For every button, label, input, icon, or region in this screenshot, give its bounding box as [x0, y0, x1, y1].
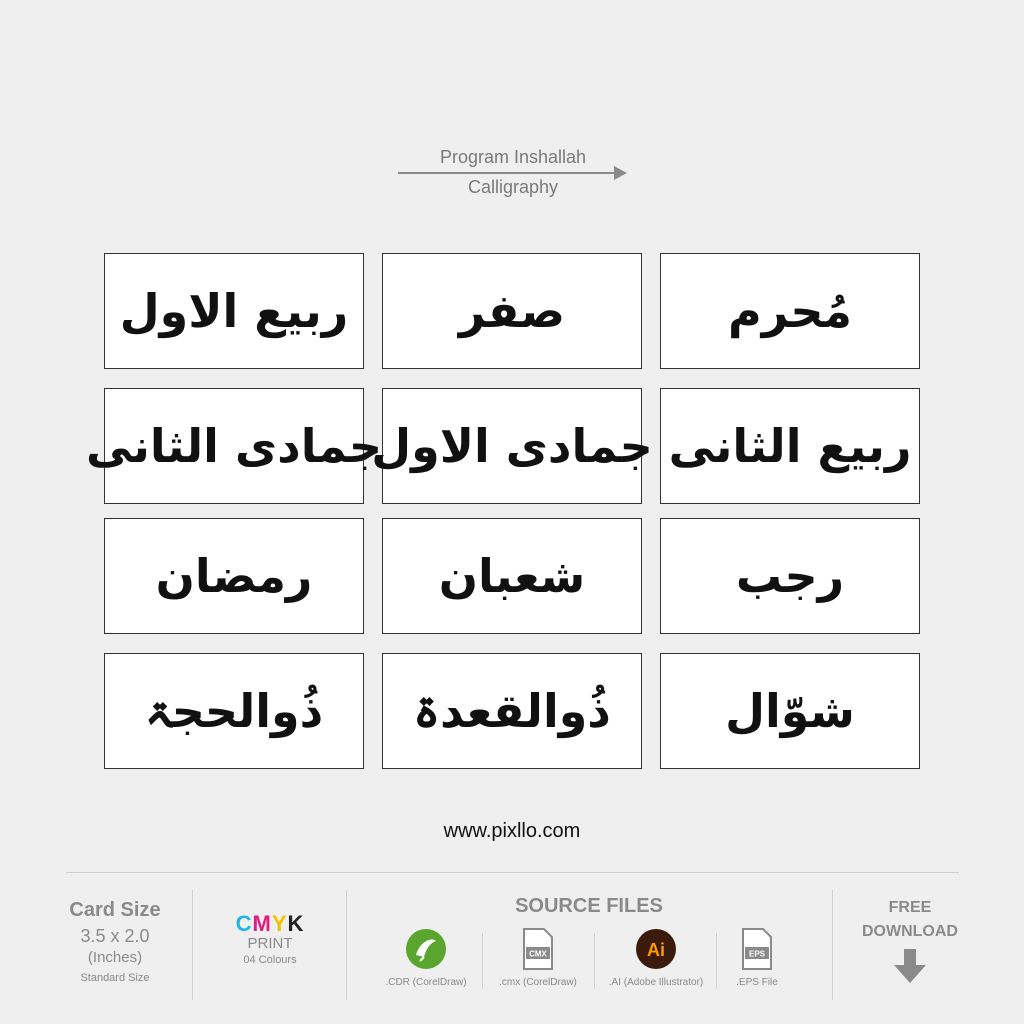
- illustrator-icon: [634, 927, 678, 971]
- card-size-info: [50, 899, 180, 984]
- file-cmx-label: .cmx (CorelDraw): [499, 977, 577, 988]
- download-arrow-icon[interactable]: [890, 947, 930, 987]
- card-safar: [382, 253, 642, 369]
- calligraphy-text: جمادی الاول: [371, 419, 653, 473]
- file-cmx[interactable]: [490, 925, 586, 988]
- source-files-title: SOURCE FILES: [515, 895, 663, 917]
- file-eps-label: .EPS File: [736, 977, 778, 988]
- calligraphy-text: ذُوالحجۃ: [144, 684, 324, 738]
- calligraphy-text: رمضان: [155, 549, 313, 603]
- card-ramadan: [104, 518, 364, 634]
- print-label: PRINT: [247, 935, 293, 952]
- calligraphy-text: ربیع الاول: [119, 284, 349, 338]
- download-label: DOWNLOAD: [862, 923, 958, 940]
- cmyk-m: M: [252, 911, 272, 936]
- card-shawwal: [660, 653, 920, 769]
- card-size-note: Standard Size: [80, 972, 150, 984]
- divider: [66, 872, 959, 873]
- card-size-title: Card Size: [69, 899, 161, 921]
- divider: [192, 890, 193, 1000]
- cmx-file-icon: [520, 927, 556, 971]
- card-size-dimensions: 3.5 x 2.0: [80, 926, 150, 946]
- file-cdr[interactable]: [378, 925, 474, 988]
- calligraphy-text: شوّال: [725, 684, 855, 738]
- divider: [832, 890, 833, 1000]
- file-ai-label: .AI (Adobe Illustrator): [608, 977, 704, 988]
- coreldraw-icon: [404, 927, 448, 971]
- divider: [716, 933, 717, 989]
- card-muharram: [660, 253, 920, 369]
- eps-file-icon: [739, 927, 775, 971]
- cmyk-info: [220, 911, 320, 966]
- cmyk-c: C: [235, 911, 253, 936]
- colours-label: 04 Colours: [243, 954, 297, 966]
- card-size-unit: (Inches): [87, 949, 143, 966]
- file-ai[interactable]: [600, 925, 712, 988]
- card-dhul-hijjah: [104, 653, 364, 769]
- cmyk-y: Y: [271, 911, 288, 936]
- file-cdr-label: .CDR (CorelDraw): [385, 977, 467, 988]
- card-dhul-qadah: [382, 653, 642, 769]
- ai-badge: Ai: [647, 940, 665, 960]
- calligraphy-text: ذُوالقعدۃ: [413, 684, 611, 738]
- arrow-right-icon: [614, 166, 627, 180]
- divider: [482, 933, 483, 989]
- calligraphy-text: رجب: [735, 549, 845, 603]
- file-eps[interactable]: [722, 925, 792, 988]
- header: [398, 146, 628, 198]
- card-jumada-al-awwal: [371, 388, 653, 504]
- header-line-1: Program Inshallah: [439, 147, 587, 167]
- footer: [0, 885, 1024, 1010]
- calligraphy-text: مُحرم: [728, 284, 852, 338]
- eps-badge: EPS: [748, 949, 766, 959]
- card-rabi-ul-awwal: [104, 253, 364, 369]
- card-rabi-ul-thani: [660, 388, 920, 504]
- cmyk-k: K: [287, 911, 305, 936]
- website-link[interactable]: www.pixllo.com: [443, 820, 581, 842]
- free-label: FREE: [888, 899, 932, 916]
- divider: [594, 933, 595, 989]
- free-download[interactable]: [846, 899, 974, 987]
- card-rajab: [660, 518, 920, 634]
- card-jumada-al-thani: [86, 388, 382, 504]
- divider: [346, 890, 347, 1000]
- calligraphy-text: ربیع الثانی: [668, 419, 912, 473]
- cmyk-letters: [220, 911, 320, 937]
- cmx-badge: CMX: [529, 949, 547, 959]
- header-line-2: Calligraphy: [467, 177, 559, 197]
- calligraphy-text: شعبان: [438, 549, 586, 603]
- header-arrow-line: [398, 172, 620, 174]
- calligraphy-text: جمادی الثانی: [86, 419, 382, 473]
- card-shaban: [382, 518, 642, 634]
- calligraphy-text: صفر: [458, 284, 566, 338]
